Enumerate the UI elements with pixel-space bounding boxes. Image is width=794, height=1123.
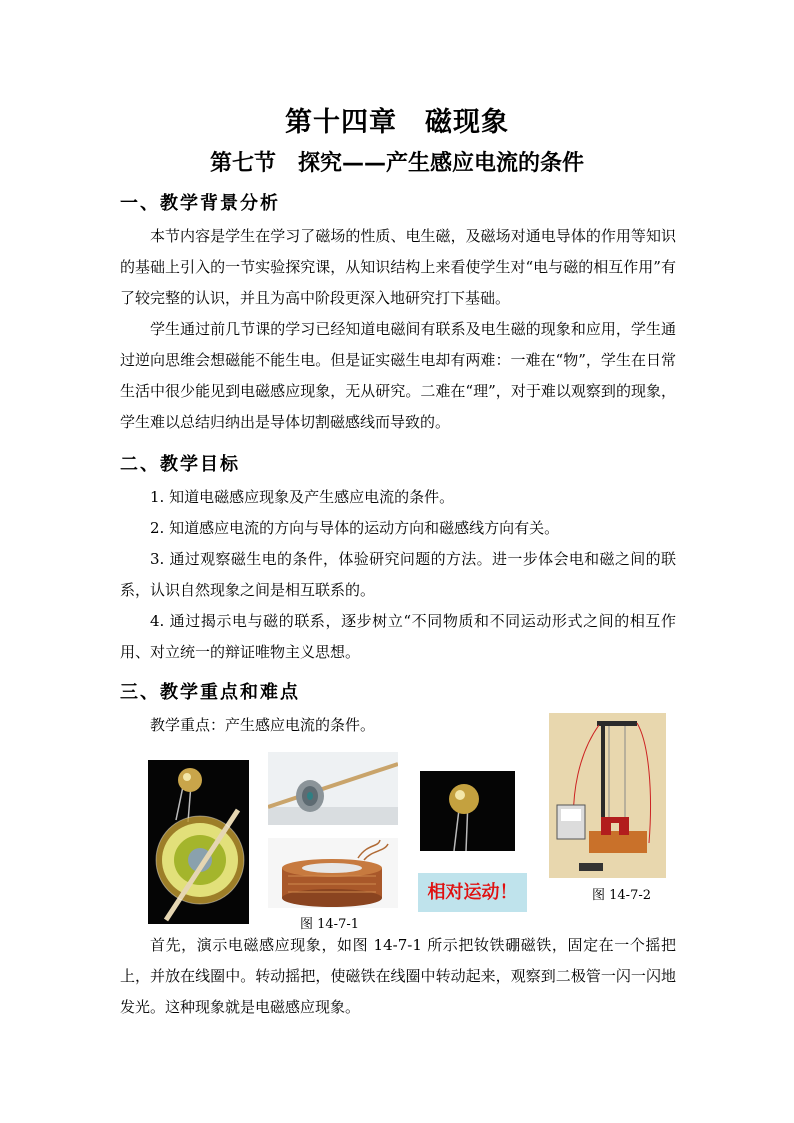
led-photo: [420, 771, 515, 851]
heading-keypoints: 三、教学重点和难点: [120, 682, 300, 703]
goal-4: 4. 通过揭示电与磁的联系，逐步树立“不同物质和不同运动形式之间的相互作用、对立统一的辩证唯物主义思想。: [120, 612, 676, 661]
figure-caption-14-7-2: 图 14-7-2: [592, 888, 652, 903]
relative-motion-label: 相对运动！: [418, 873, 527, 912]
apparatus-photo: [549, 713, 666, 878]
demo-paragraph: 首先，演示电磁感应现象，如图 14-7-1 所示把钕铁硼磁铁，固定在一个摇把上，并放在线圈中。转动摇把，使磁铁在线圈中转动起来，观察到二极管一闪一闪地发光。这种现象就是电磁感应现象。: [120, 936, 676, 1016]
figure-caption-14-7-1: 图 14-7-1: [300, 917, 360, 932]
goal-1: 1. 知道电磁感应现象及产生感应电流的条件。: [150, 488, 455, 506]
background-paragraph-1: 本节内容是学生在学习了磁场的性质、电生磁，及磁场对通电导体的作用等知识的基础上引入的一节实验探究课，从知识结构上来看使学生对“电与磁的相互作用”有了较完整的认识，并且为高中阶段更深入地研究打下基础。: [120, 227, 676, 307]
chapter-title: 第十四章 磁现象: [285, 107, 509, 138]
goal-3: 3. 通过观察磁生电的条件，体验研究问题的方法。进一步体会电和磁之间的联系，认识自然现象之间是相互联系的。: [120, 550, 676, 599]
teaching-focus: 教学重点：产生感应电流的条件。: [150, 716, 376, 734]
heading-goals: 二、教学目标: [120, 454, 240, 475]
background-paragraph-2: 学生通过前几节课的学习已经知道电磁间有联系及电生磁的现象和应用，学生通过逆向思维会想磁能不能生电。但是证实磁生电却有两难：一难在“物”，学生在日常生活中很少能见到电磁感应现象，无从研究。二难在“理”，对于难以观察到的现象，学生难以总结归纳出是导体切割磁感线而导致的。: [120, 320, 676, 431]
magnet-on-stick-photo: [268, 752, 398, 825]
heading-background: 一、教学背景分析: [120, 193, 280, 214]
section-title: 第七节 探究——产生感应电流的条件: [209, 151, 584, 176]
copper-coil-photo: [268, 838, 398, 908]
goal-2: 2. 知道感应电流的方向与导体的运动方向和磁感线方向有关。: [150, 519, 560, 537]
coil-magnet-led-photo: [148, 760, 249, 924]
